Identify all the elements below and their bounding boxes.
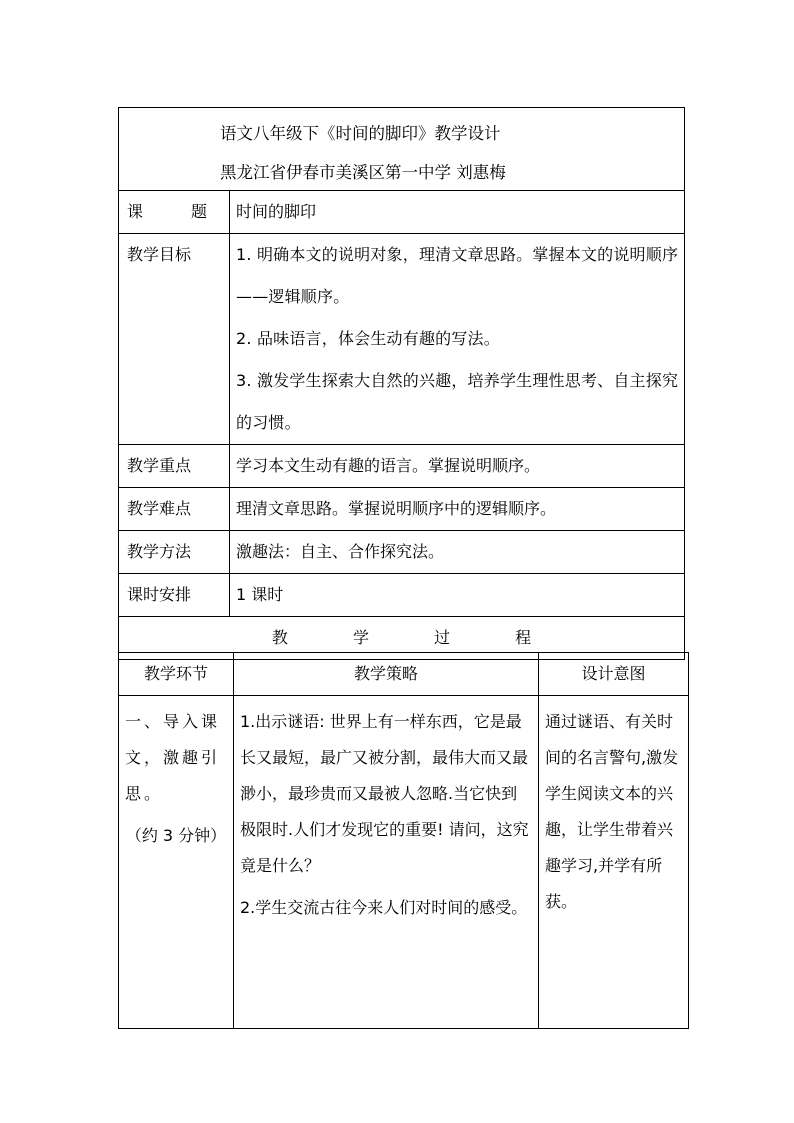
header-intent: 设计意图 (539, 653, 689, 696)
key-point-value: 学习本文生动有趣的语言。掌握说明顺序。 (230, 445, 685, 488)
key-point-row (119, 445, 685, 488)
stage-cell (119, 696, 234, 1029)
schedule-value: 1 课时 (230, 574, 685, 617)
intent-text: 通过谜语、有关时间的名言警句,激发学生阅读文本的兴趣，让学生带着兴趣学习,并学有所获。 (545, 712, 679, 911)
schedule-label: 课时安排 (119, 574, 230, 617)
difficulty-label: 教学难点 (119, 488, 230, 531)
method-label: 教学方法 (119, 531, 230, 574)
strategy-step: 1.出示谜语: 世界上有一样东西，它是最长又最短，最广又被分割，最伟大而又最渺小，最珍贵而又最被人忽略.当它快到极限时.人们才发现它的重要! 请问，这究竟是什么？ (240, 712, 529, 875)
process-table (118, 652, 689, 1029)
method-value: 激趣法：自主、合作探究法。 (230, 531, 685, 574)
info-table (118, 190, 685, 660)
key-point-label: 教学重点 (119, 445, 230, 488)
goal-item: 3. 激发学生探索大自然的兴趣，培养学生理性思考、自主探究的习惯。 (236, 371, 679, 432)
topic-label-char-2: 题 (190, 202, 207, 221)
topic-value: 时间的脚印 (230, 191, 685, 234)
author-line: 黑龙江省伊春市美溪区第一中学 刘惠梅 (220, 163, 506, 182)
method-row (119, 531, 685, 574)
goals-value (230, 234, 685, 445)
stage-time: （约 3 分钟） (125, 826, 227, 845)
strategy-step: 2.学生交流古往今来人们对时间的感受。 (240, 898, 528, 917)
process-title-char: 程 (515, 628, 532, 647)
goal-item: 2. 品味语言，体会生动有趣的写法。 (236, 329, 500, 348)
document-title: 语文八年级下《时间的脚印》教学设计 (220, 124, 501, 143)
topic-row (119, 191, 685, 234)
process-header-row (119, 653, 689, 696)
process-title-char: 教 (271, 628, 288, 647)
goals-row (119, 234, 685, 445)
goals-label: 教学目标 (119, 234, 230, 445)
difficulty-row (119, 488, 685, 531)
process-title-char: 过 (434, 628, 451, 647)
stage-text: 一、导入课文，激趣引思。 (125, 712, 221, 803)
header-stage: 教学环节 (119, 653, 234, 696)
document-header (118, 107, 685, 190)
schedule-row (119, 574, 685, 617)
header-strategy: 教学策略 (234, 653, 539, 696)
topic-label (119, 191, 230, 234)
goal-item: 1. 明确本文的说明对象，理清文章思路。掌握本文的说明顺序——逻辑顺序。 (236, 245, 679, 306)
difficulty-value: 理清文章思路。掌握说明顺序中的逻辑顺序。 (230, 488, 685, 531)
process-title-char: 学 (352, 628, 369, 647)
strategy-cell (234, 696, 539, 1029)
process-row (119, 696, 689, 1029)
intent-cell (539, 696, 689, 1029)
topic-label-char-1: 课 (127, 202, 144, 221)
